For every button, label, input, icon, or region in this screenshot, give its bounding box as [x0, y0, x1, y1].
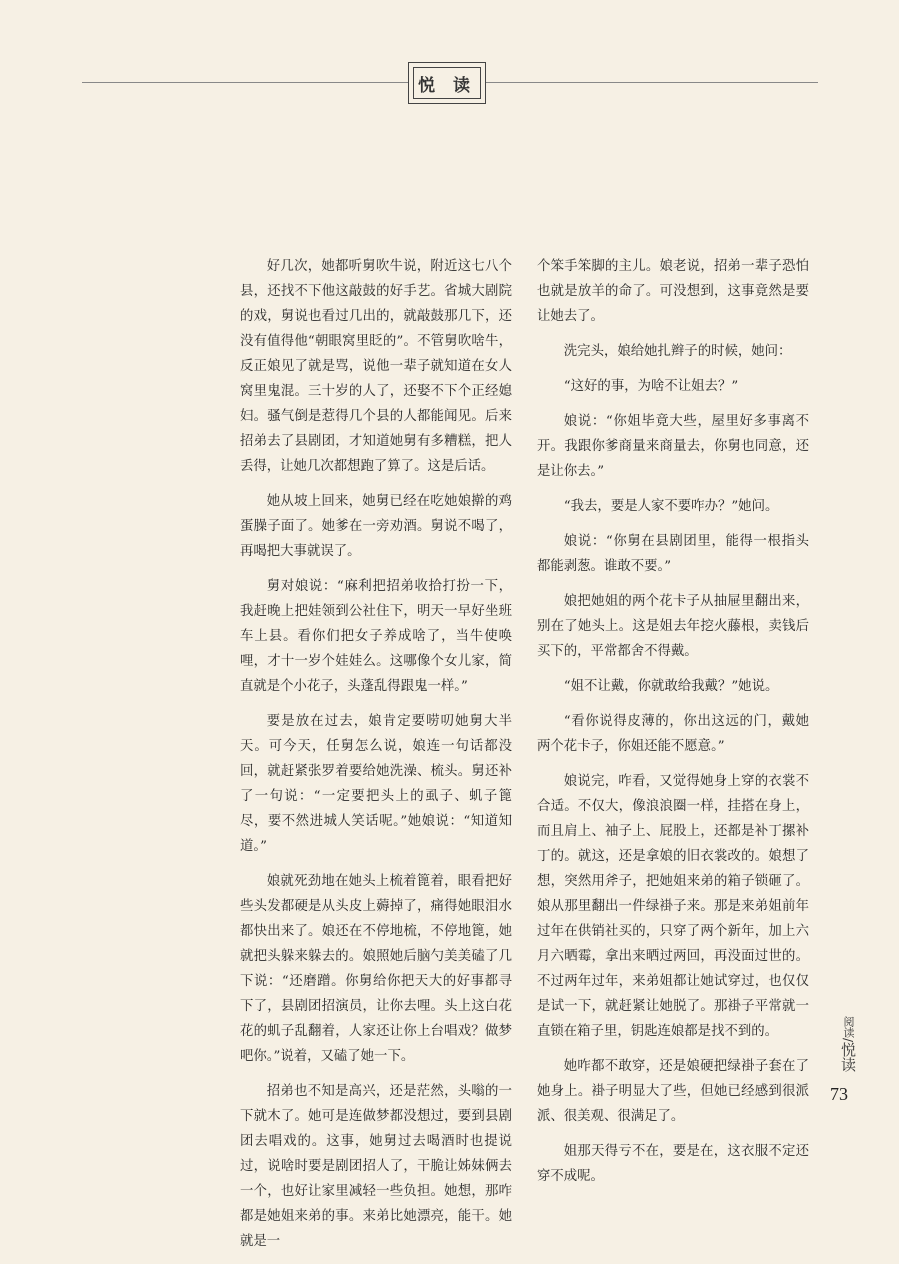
paragraph: “我去，要是人家不要咋办？”她问。 [563, 499, 779, 514]
section-title: 悦 读 [413, 67, 481, 99]
paragraph: 好几次，她都听舅吹牛说，附近这七八个县，还找不下他这敲鼓的好手艺。省城大剧院的戏，舅说也看过几出的，就敲鼓那几下，还没有值得他“朝眼窝里眨的”。不管舅吹啥牛，反正娘见了就是骂，说他一辈子就知道在女人窝里鬼混。三十岁的人了，还娶不下个正经媳妇。骚气倒是惹得几个县的人都能闻见。后来招弟去了县剧团，才知道她舅有多糟糕，把人丢得，让她几次都想跑了算了。这是后话。 [240, 259, 512, 474]
paragraph: 娘就死劲地在她头上梳着篦着，眼看把好些头发都硬是从头皮上薅掉了，痛得她眼泪水都快出来了。娘还在不停地梳，不停地篦，她就把头躲来躲去的。娘照她后脑勺美美磕了几下说：“还磨蹭。你舅给你把天大的好事都寻下了，县剧团招演员，让你去哩。头上这白花花的虮子乱翻着，人家还让你上台唱戏？做梦吧你。”说着，又磕了她一下。 [240, 874, 512, 1064]
paragraph: 娘把她姐的两个花卡子从抽屉里翻出来，别在了她头上。这是姐去年挖火藤根，卖钱后买下的，平常都舍不得戴。 [537, 594, 809, 659]
header-rule-left [82, 82, 408, 83]
paragraph: 招弟也不知是高兴，还是茫然，头嗡的一下就木了。她可是连做梦都没想过，要到县剧团去唱戏的。这事，她舅过去喝酒时也提说过，说啥时要是剧团招人了，干脆让姊妹俩去一个，也好让家里减轻一些负担。她想，那咋都是她姐来弟的事。来弟比她漂亮，能干。她就是一 [240, 1084, 512, 1249]
section-badge [408, 62, 486, 104]
paragraph: 个笨手笨脚的主儿。娘老说，招弟一辈子恐怕也就是放羊的命了。可没想到，这事竟然是要让她去了。 [537, 259, 809, 324]
paragraph: 娘说完，咋看，又觉得她身上穿的衣裳不合适。不仅大，像浪浪圈一样，挂搭在身上，而且肩上、袖子上、屁股上，还都是补丁摞补丁的。就这，还是拿娘的旧衣裳改的。娘想了想，突然用斧子，把她姐来弟的箱子锁砸了。娘从那里翻出一件绿褂子来。那是来弟姐前年过年在供销社买的，只穿了两个新年，加上六月六晒霉，拿出来晒过两回，再没面过世的。不过两年过年，来弟姐都让她试穿过，也仅仅是试一下，就赶紧让她脱了。那褂子平常就一直锁在箱子里，钥匙连娘都是找不到的。 [537, 774, 809, 1039]
left-column [240, 254, 512, 1264]
magazine-name-small: 阅读 [842, 1016, 855, 1038]
right-column [537, 254, 809, 1199]
header-rule-right [486, 82, 818, 83]
paragraph: 舅对娘说：“麻利把招弟收拾打扮一下，我赶晚上把娃领到公社住下，明天一早好坐班车上县。看你们把女子养成啥了，当牛使唤哩，才十一岁个娃娃么。这哪像个女儿家，简直就是个小花子，头蓬乱得跟鬼一样。” [240, 579, 512, 694]
magazine-name-big: 悦读 [839, 1042, 857, 1073]
paragraph: 她从坡上回来，她舅已经在吃她娘擀的鸡蛋臊子面了。她爹在一旁劝酒。舅说不喝了，再喝把大事就误了。 [240, 494, 512, 559]
paragraph: 娘说：“你姐毕竟大些，屋里好多事离不开。我跟你爹商量来商量去，你舅也同意，还是让你去。” [537, 414, 809, 479]
paragraph: “看你说得皮薄的，你出这远的门，戴她两个花卡子，你姐还能不愿意。” [537, 714, 809, 754]
paragraph: “姐不让戴，你就敢给我戴？”她说。 [563, 679, 779, 694]
paragraph: 姐那天得亏不在，要是在，这衣服不定还穿不成呢。 [537, 1144, 809, 1184]
paragraph: 洗完头，娘给她扎辫子的时候，她问： [563, 344, 792, 359]
paragraph: “这好的事，为啥不让姐去？” [563, 379, 739, 394]
magazine-side-label: 阅读/悦读 [839, 1016, 857, 1073]
paragraph: 娘说：“你舅在县剧团里，能得一根指头都能剥葱。谁敢不要。” [537, 534, 809, 574]
page-number: 73 [830, 1084, 848, 1104]
paragraph: 她咋都不敢穿，还是娘硬把绿褂子套在了她身上。褂子明显大了些，但她已经感到很派派、很美观、很满足了。 [537, 1059, 809, 1124]
paragraph: 要是放在过去，娘肯定要唠叨她舅大半天。可今天，任舅怎么说，娘连一句话都没回，就赶紧张罗着要给她洗澡、梳头。舅还补了一句说：“一定要把头上的虱子、虮子篦尽，要不然进城人笑话呢。”她娘说：“知道知道。” [240, 714, 512, 854]
